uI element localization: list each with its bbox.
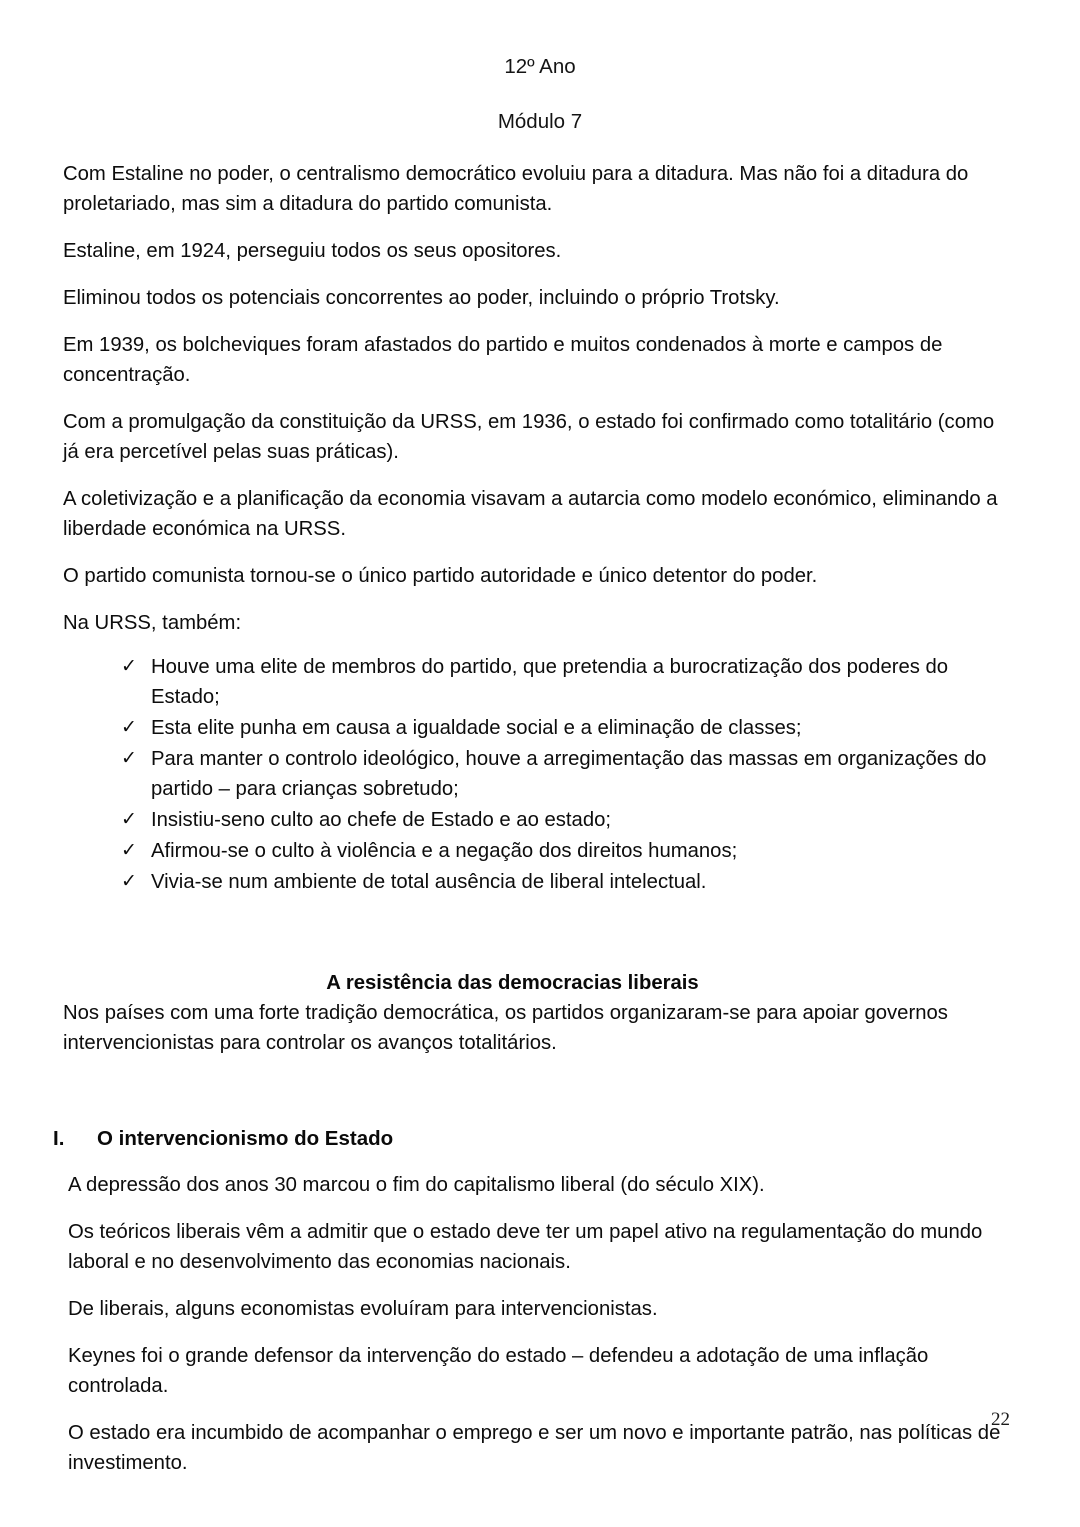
paragraph: Nos países com uma forte tradição democrática, os partidos organizaram-se para apoiar governos intervencionistas para controlar os avanços totalitários. [63,1002,948,1055]
paragraph: O estado era incumbido de acompanhar o emprego e ser um novo e importante patrão, nas políticas de investimento. [68,1422,1001,1475]
numbered-section-heading [53,1058,1010,1154]
paragraph: Em 1939, os bolcheviques foram afastados do partido e muitos condenados à morte e campos de concentração. [63,334,943,387]
header-year-line: 12º Ano [504,55,576,78]
list-item-label: Vivia-se num ambiente de total ausência de liberal intelectual. [151,871,707,894]
list-item [121,713,1010,743]
paragraph: Estaline, em 1924, perseguiu todos os seus opositores. [63,240,562,263]
section-heading-text: O intervencionismo do Estado [97,1127,394,1151]
numbered-section-body [63,1154,1010,1478]
list-item-label: Insistiu-seno culto ao chefe de Estado e ao estado; [151,809,612,832]
check-icon: ✓ [121,717,137,739]
check-icon: ✓ [121,840,137,862]
list-item-label: Houve uma elite de membros do partido, que pretendia a burocratização dos poderes do Estado; [151,656,949,709]
check-icon: ✓ [121,656,137,678]
list-item [121,805,1010,835]
check-list [63,652,1010,897]
section-numeral: I. [53,1127,65,1151]
list-item-label: Afirmou-se o culto à violência e a negação dos direitos humanos; [151,840,738,863]
document-body [0,133,1080,1478]
paragraph: Eliminou todos os potenciais concorrentes ao poder, incluindo o próprio Trotsky. [63,287,780,310]
paragraph: A depressão dos anos 30 marcou o fim do capitalismo liberal (do século XIX). [68,1174,765,1197]
paragraph: A coletivização e a planificação da economia visavam a autarcia como modelo económico, eliminando a liberdade económica na URSS. [63,488,998,541]
list-item [121,652,1010,712]
paragraph: Na URSS, também: [63,612,242,635]
header-module-line: Módulo 7 [497,109,583,133]
list-item [121,836,1010,866]
paragraph: De liberais, alguns economistas evoluíram para intervencionistas. [68,1298,658,1321]
check-icon: ✓ [121,748,137,770]
list-item-label: Esta elite punha em causa a igualdade social e a eliminação de classes; [151,717,802,740]
document-header [0,0,1080,133]
list-item [121,867,1010,897]
list-item-label: Para manter o controlo ideológico, houve a arregimentação das massas em organizações do partido – para crianças sobretudo; [151,748,987,801]
check-icon: ✓ [121,871,137,893]
paragraph: Com a promulgação da constituição da URSS, em 1936, o estado foi confirmado como totalitário (como já era percetível pelas suas práticas). [63,411,995,464]
check-icon: ✓ [121,809,137,831]
paragraph: O partido comunista tornou-se o único partido autoridade e único detentor do poder. [63,565,818,588]
section-title-resistencia: A resistência das democracias liberais [326,972,699,995]
list-item [121,744,1010,804]
page-number: 22 [991,1409,1010,1430]
paragraph: Keynes foi o grande defensor da intervenção do estado – defendeu a adotação de uma inflação controlada. [68,1345,929,1398]
paragraph: Com Estaline no poder, o centralismo democrático evoluiu para a ditadura. Mas não foi a ditadura do proletariado, mas sim a ditadura do partido comunista. [63,163,969,216]
paragraph: Os teóricos liberais vêm a admitir que o estado deve ter um papel ativo na regulamentação do mundo laboral e no desenvolvimento das economias nacionais. [68,1221,983,1274]
